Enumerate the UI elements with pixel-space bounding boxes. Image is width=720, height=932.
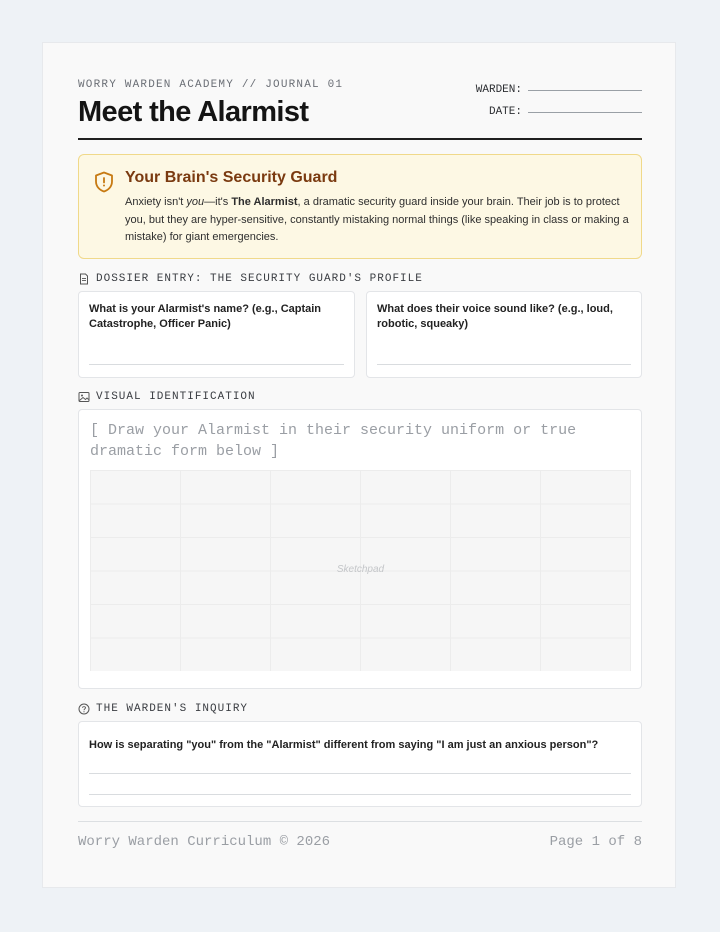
inquiry-label: THE WARDEN'S INQUIRY bbox=[96, 703, 249, 715]
date-line[interactable] bbox=[528, 112, 642, 113]
inquiry-question: How is separating "you" from the "Alarmist" different from saying "I am just an anxious person"? bbox=[89, 739, 599, 751]
drawing-card bbox=[78, 409, 642, 689]
worksheet-page bbox=[42, 42, 676, 888]
visual-section-label bbox=[78, 391, 256, 403]
page-footer bbox=[78, 821, 642, 855]
alarmist-voice-question: What does their voice sound like? (e.g., loud, robotic, squeaky) bbox=[377, 303, 613, 330]
alarmist-name-card[interactable] bbox=[78, 291, 355, 378]
drawing-prompt: [ Draw your Alarmist in their security uniform or true dramatic form below ] bbox=[90, 422, 577, 460]
help-circle-icon bbox=[78, 703, 90, 715]
shield-alert-icon bbox=[94, 171, 114, 193]
sketchpad[interactable] bbox=[90, 470, 631, 671]
page-number: Page 1 of 8 bbox=[549, 834, 642, 850]
journal-kicker: WORRY WARDEN ACADEMY // JOURNAL 01 bbox=[78, 79, 344, 91]
warden-field[interactable] bbox=[476, 84, 642, 96]
sketchpad-label: Sketchpad bbox=[336, 564, 385, 575]
alarmist-voice-card[interactable] bbox=[366, 291, 642, 378]
inquiry-section-label bbox=[78, 703, 248, 715]
inquiry-answer-line-2[interactable] bbox=[89, 794, 631, 795]
alarmist-name-answer-line[interactable] bbox=[89, 364, 344, 365]
alarmist-name-question: What is your Alarmist's name? (e.g., Captain Catastrophe, Officer Panic) bbox=[89, 303, 322, 330]
dossier-label: DOSSIER ENTRY: THE SECURITY GUARD'S PROFILE bbox=[96, 273, 423, 285]
document-icon bbox=[78, 273, 90, 285]
date-label: DATE: bbox=[488, 106, 522, 118]
page-title: Meet the Alarmist bbox=[78, 96, 309, 128]
security-guard-callout bbox=[78, 154, 642, 259]
alarmist-voice-answer-line[interactable] bbox=[377, 364, 631, 365]
date-field[interactable] bbox=[489, 106, 642, 118]
footer-copyright: Worry Warden Curriculum © 2026 bbox=[78, 834, 331, 850]
visual-label: VISUAL IDENTIFICATION bbox=[96, 391, 256, 403]
inquiry-card[interactable] bbox=[78, 721, 642, 807]
dossier-section-label bbox=[78, 273, 423, 285]
warden-label: WARDEN: bbox=[475, 84, 522, 96]
callout-body: Anxiety isn't you—it's The Alarmist, a dramatic security guard inside your brain. Their job is to protect you, but they are hyper-sensitive, constantly mistaking normal things (like speaking in class or making a mistake) for giant emergencies. bbox=[125, 196, 629, 243]
image-icon bbox=[78, 391, 90, 403]
callout-title: Your Brain's Security Guard bbox=[125, 169, 338, 186]
inquiry-answer-line-1[interactable] bbox=[89, 773, 631, 774]
page-header bbox=[78, 78, 642, 140]
warden-line[interactable] bbox=[528, 90, 642, 91]
